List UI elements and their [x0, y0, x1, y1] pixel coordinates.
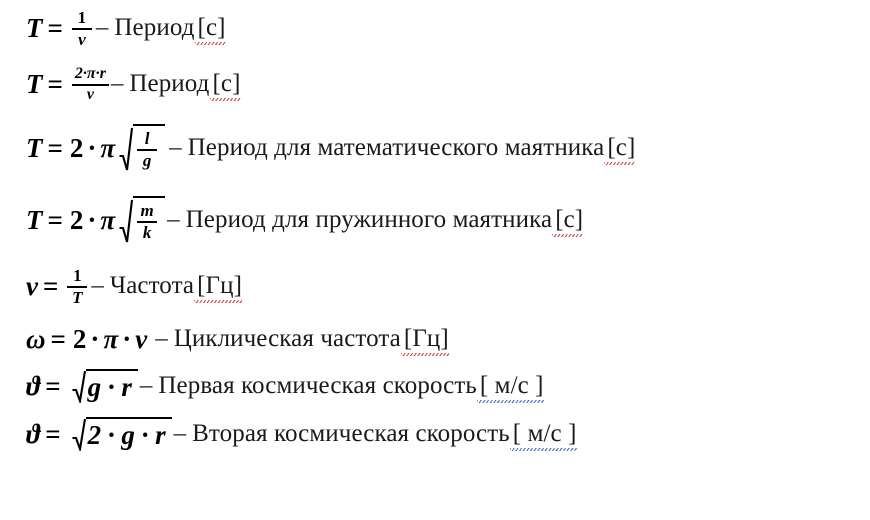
fraction-denominator: T	[72, 288, 83, 307]
radical-sign	[119, 124, 134, 172]
fraction-numerator: m	[140, 201, 154, 221]
formula-expression	[26, 8, 94, 48]
equals-sign: =	[45, 418, 61, 449]
radicand: 2 · g · r	[86, 417, 172, 451]
formula-unit: [Гц]	[194, 272, 242, 300]
coefficient: 2	[72, 323, 87, 354]
variable-T: T	[26, 68, 43, 99]
fraction-numerator: 2·π·r	[74, 65, 106, 83]
em-dash: –	[110, 70, 124, 97]
formula-row	[0, 112, 870, 184]
multiplication-dot: ·	[90, 323, 100, 354]
formula-unit: [с]	[604, 134, 635, 162]
equals-sign: =	[47, 68, 63, 99]
formula-expression	[26, 323, 148, 354]
multiplication-dot: ·	[87, 132, 97, 163]
symbol-pi: π	[103, 323, 119, 354]
fraction-denominator: v	[86, 86, 94, 103]
radical-glyph	[72, 369, 87, 403]
formula-row	[0, 56, 870, 112]
formula-unit: [с]	[210, 70, 241, 98]
formula-description: Период для математического маятника	[187, 134, 605, 161]
square-root	[72, 417, 172, 451]
formula-description: Период для пружинного маятника	[185, 206, 553, 233]
radical-glyph	[119, 198, 134, 244]
formula-unit: [ м/с ]	[477, 372, 544, 400]
formula-unit: [Гц]	[401, 325, 449, 353]
em-dash: –	[167, 206, 180, 233]
variable-nu: ν	[135, 323, 148, 354]
coefficient: 2	[69, 132, 84, 163]
formula-unit: [ м/с ]	[510, 420, 577, 448]
formula-expression	[26, 369, 140, 403]
formula-expression	[26, 417, 174, 451]
formula-description: Частота	[109, 272, 195, 299]
variable-T: T	[26, 204, 43, 235]
formula-row	[0, 256, 870, 316]
formula-row	[0, 410, 870, 458]
em-dash: –	[173, 420, 187, 447]
formula-row	[0, 362, 870, 410]
fraction	[67, 267, 87, 307]
em-dash: –	[91, 272, 104, 299]
coefficient: 2	[69, 204, 84, 235]
variable-T: T	[26, 132, 43, 163]
fraction	[137, 202, 157, 242]
symbol-pi: π	[100, 132, 116, 163]
multiplication-dot: ·	[122, 323, 132, 354]
formula-row	[0, 0, 870, 56]
radicand: g · r	[86, 369, 138, 403]
formula-description: Циклическая частота	[173, 325, 401, 352]
equals-sign: =	[50, 323, 66, 354]
fraction	[72, 9, 92, 49]
formula-row	[0, 184, 870, 256]
square-root	[119, 124, 165, 172]
radicand	[133, 196, 165, 244]
radical-glyph	[72, 417, 87, 451]
symbol-pi: π	[100, 204, 116, 235]
equals-sign: =	[47, 12, 63, 43]
formula-description: Период	[114, 14, 195, 41]
fraction-numerator: 1	[77, 8, 87, 28]
radical-sign	[119, 196, 134, 244]
formula-description: Вторая космическая скорость	[192, 420, 510, 447]
square-root	[72, 369, 138, 403]
formula-description: Период	[129, 70, 210, 97]
equals-sign: =	[42, 270, 59, 301]
radical-glyph	[119, 126, 134, 172]
formula-unit: [с]	[195, 14, 226, 42]
em-dash: –	[169, 134, 182, 161]
equals-sign: =	[45, 370, 61, 401]
fraction	[72, 66, 109, 104]
em-dash: –	[139, 372, 153, 399]
variable-theta: ϑ	[26, 370, 41, 401]
formula-expression	[26, 65, 111, 103]
multiplication-dot: ·	[87, 204, 97, 235]
fraction	[137, 130, 157, 170]
radical-sign	[72, 417, 87, 451]
formula-description: Первая космическая скорость	[158, 372, 477, 399]
fraction-denominator: k	[142, 223, 152, 242]
radical-sign	[72, 369, 87, 403]
fraction-numerator: l	[144, 129, 150, 149]
equals-sign: =	[47, 204, 63, 235]
radicand	[133, 124, 165, 172]
variable-T: T	[26, 12, 43, 43]
square-root	[119, 196, 165, 244]
fraction-denominator: g	[142, 151, 152, 170]
equals-sign: =	[47, 132, 63, 163]
fraction-numerator: 1	[73, 266, 82, 286]
formula-unit: [с]	[552, 206, 583, 234]
variable-nu: ν	[26, 270, 38, 301]
variable-omega: ω	[26, 323, 46, 354]
variable-theta: ϑ	[26, 418, 41, 449]
fraction-denominator: ν	[78, 30, 86, 49]
formula-expression	[26, 196, 167, 244]
formula-row	[0, 316, 870, 362]
em-dash: –	[95, 14, 109, 41]
formula-expression	[26, 124, 167, 172]
formula-expression	[26, 266, 89, 306]
em-dash: –	[155, 325, 168, 352]
